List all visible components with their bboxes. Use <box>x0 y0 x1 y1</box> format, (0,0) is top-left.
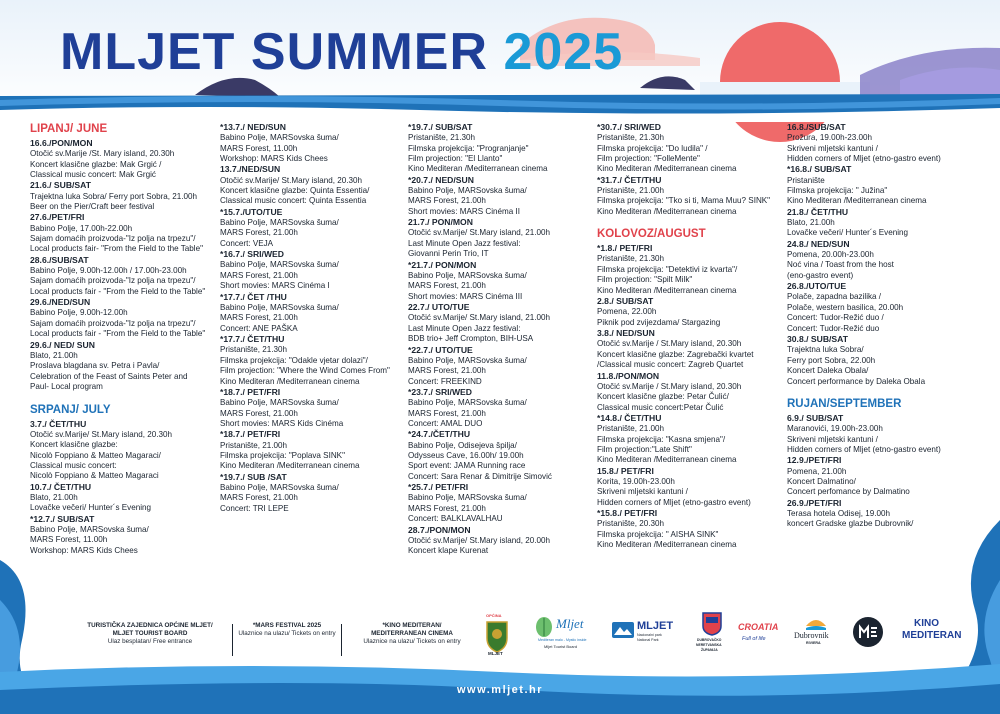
event-detail: Filmska projekcija: "Progranjanje" <box>408 143 529 153</box>
tz-name: Mljet <box>556 616 584 631</box>
np-sub2: National Park <box>637 638 659 642</box>
croatia-sub: Full of life <box>742 636 766 642</box>
event-detail: Short movies: MARS Kids Cinéma <box>220 418 344 428</box>
np-name: MLJET <box>637 620 674 632</box>
event-detail: MARS Forest, 21.00h <box>408 503 486 513</box>
event-date: *16.7./ SRI/WED <box>220 249 284 260</box>
event-date: *16.8./ SUB/SAT <box>787 164 852 175</box>
event-detail: Babino Polje, 9.00h-12.00h <box>30 308 128 318</box>
event-detail: Blato, 21.00h <box>30 350 78 360</box>
event-detail: Pristanište, 20.30h <box>597 519 665 529</box>
event-detail: Otočić sv.Marije /St. Mary island, 20.30h <box>30 149 175 159</box>
title-year: 2025 <box>503 23 624 81</box>
event-item <box>30 482 220 514</box>
event-detail: Filmska projekcija: "Do ludila" / <box>597 143 708 153</box>
event-detail: Babino Polje, MARSovska šuma/ <box>30 524 149 534</box>
event-item <box>408 345 598 387</box>
website-link[interactable]: www.mljet.hr <box>456 684 544 696</box>
event-detail: Prožura, 19.00h-23.00h <box>787 133 873 143</box>
event-item <box>408 429 598 482</box>
event-detail: Filmska projekcija: "Tko si ti, Mama Muu? SINK" <box>597 196 771 206</box>
month-heading: KOLOVOZ/AUGUST <box>597 228 706 241</box>
event-item <box>408 175 598 217</box>
event-detail: BDB trio+ Jeff Crompton, BIH-USA <box>408 334 534 344</box>
event-item <box>787 122 977 164</box>
event-detail: Pomena, 20.00h-23.00h <box>787 250 874 260</box>
event-detail: Babino Polje, MARSovska šuma/ <box>408 270 527 280</box>
event-detail: Koncert klasične glazbe: Zagrebački kvartet <box>597 349 754 359</box>
event-item <box>787 239 977 281</box>
footer-tz-line2: MLJET TOURIST BOARD <box>112 630 188 638</box>
footer-tz-line1: TURISTIČKA ZAJEDNICA OPĆINE MLJET/ <box>87 622 213 629</box>
county-sub1: DUBROVAČKO <box>697 638 722 642</box>
event-detail: Koncert klape Kurenat <box>408 546 489 556</box>
event-detail: Concert: VEJA <box>220 238 274 248</box>
event-date: *19.7./ SUB/SAT <box>408 122 473 132</box>
event-detail: MARS Forest, 21.00h <box>220 228 298 238</box>
event-detail: Korita, 19.00h-23.00h <box>597 476 675 486</box>
event-date: 21.7./ PON/MON <box>408 217 473 228</box>
event-date: *14.8./ ČET/THU <box>597 412 662 423</box>
event-detail: (eno-gastro event) <box>787 270 854 280</box>
event-detail: Koncert klasične glazbe: Quinta Essentia/ <box>220 186 370 196</box>
shield-icon <box>702 612 722 636</box>
tz-sub1: Mediteran malo - Mystic inside <box>538 638 587 642</box>
event-date: 29.6./ NED/ SUN <box>30 339 95 350</box>
event-date: 2.8./ SUB/SAT <box>597 296 654 307</box>
event-detail: Sajam domaćih proizvoda-"Iz polja na trpezu"/ <box>30 234 196 244</box>
month-heading: RUJAN/SEPTEMBER <box>787 397 902 410</box>
event-detail: Concert: ANE PAŠKA <box>220 323 298 333</box>
event-date: 28.7./PON/MON <box>408 524 471 535</box>
event-detail: Lovačke večeri/ Hunter´s Evening <box>787 228 909 238</box>
event-item <box>30 212 220 254</box>
event-item <box>30 138 220 180</box>
event-detail: MARS Forest, 11.00h <box>30 535 108 545</box>
event-detail: Koncert Dalmatino/ <box>787 476 856 486</box>
event-item <box>30 297 220 339</box>
event-detail: Concert: Tudor-Režić duo / <box>787 313 884 323</box>
event-detail: Ferry port Sobra, 22.00h <box>787 355 876 365</box>
event-detail: Babino Polje, MARSovska šuma/ <box>408 398 527 408</box>
event-detail: Koncert klasične glazbe: Mak Grgić / <box>30 159 162 169</box>
event-detail: Kino Mediteran /Mediterranean cinema <box>220 461 360 471</box>
event-detail: Nicolò Foppiano & Matteo Magaraci <box>30 471 159 481</box>
event-date: 27.6./PET/FRI <box>30 212 85 223</box>
title-text: MLJET SUMMER <box>60 23 488 81</box>
event-detail: Babino Polje, MARSovska šuma/ <box>408 186 527 196</box>
event-date: *25.7./ PET/FRI <box>408 482 469 493</box>
event-date: *30.7./ SRI/WED <box>597 122 661 132</box>
event-detail: Skriveni mljetski kantuni / <box>787 434 878 444</box>
event-detail: Babino Polje, MARSovska šuma/ <box>220 133 339 143</box>
event-detail: Paul- Local program <box>30 382 103 392</box>
event-date: 30.8./ SUB/SAT <box>787 334 848 345</box>
event-detail: Piknik pod zvijezdama/ Stargazing <box>597 317 721 327</box>
event-item <box>408 217 598 259</box>
opcina-bottom: MLJET <box>488 651 503 656</box>
month-heading: SRPANJ/ JULY <box>30 403 111 416</box>
event-date: *19.7./ SUB /SAT <box>220 471 287 482</box>
kino-mediteran-logo <box>900 618 970 648</box>
event-detail: Odysseus Cave, 16.00h/ 19.00h <box>408 450 524 460</box>
event-detail: Filmska projekcija: " AISHA SINK" <box>597 529 719 539</box>
event-detail: Last Minute Open Jazz festival: <box>408 238 521 248</box>
schedule-column-4 <box>597 122 787 551</box>
event-detail: Otočić sv.Marije/ St.Mary island, 20.30h <box>220 175 362 185</box>
schedule-column-1 <box>30 122 220 556</box>
event-detail: MARS Forest, 21.00h <box>220 408 298 418</box>
croatia-logo <box>738 620 779 652</box>
event-date: 16.6./PON/MON <box>30 138 93 148</box>
event-date: 3.8./ NED/SUN <box>597 328 655 339</box>
event-detail: Trajektna luka Sobra/ Ferry port Sobra, 21.00h <box>30 191 198 201</box>
event-item <box>597 296 787 328</box>
event-detail: Filmska projekcija: "Poplava SINK" <box>220 450 345 460</box>
event-date: 11.8./PON/MON <box>597 370 660 381</box>
event-date: *18.7./ PET/FRI <box>220 386 281 397</box>
event-detail: Pristanište, 21.00h <box>597 186 665 196</box>
event-detail: Otočić sv.Marije / St.Mary island, 20.30h <box>597 339 742 349</box>
schedule-column-2 <box>220 122 410 514</box>
event-date: 16.8./SUB/SAT <box>787 122 846 132</box>
event-item <box>30 419 220 482</box>
event-detail: MARS Forest, 21.00h <box>220 270 298 280</box>
event-detail: Babino Polje, MARSovska šuma/ <box>220 218 339 228</box>
footer-divider <box>232 624 233 656</box>
event-detail: Film projection: "El Llanto" <box>408 154 503 164</box>
event-date: 6.9./ SUB/SAT <box>787 412 844 423</box>
event-item <box>597 328 787 370</box>
event-date: 15.8./ PET/FRI <box>597 465 654 476</box>
dubrovnik-riviera-logo <box>794 614 838 652</box>
county-sub3: ŽUPANIJA <box>701 648 718 652</box>
event-date: 10.7./ ČET/THU <box>30 481 92 492</box>
kino-line1: KINO <box>914 618 939 629</box>
event-item <box>597 413 787 466</box>
event-item <box>787 164 977 206</box>
event-detail: MARS Forest, 21.00h <box>220 313 298 323</box>
event-detail: Classical music concert: Mak Grgić <box>30 170 156 180</box>
mars-icon <box>852 616 884 648</box>
month-heading: LIPANJ/ JUNE <box>30 123 108 135</box>
event-date: *17.7./ ČET/THU <box>220 334 285 345</box>
national-park-logo <box>612 620 692 650</box>
tourist-board-logo <box>532 614 606 656</box>
event-detail: Film projection: "FolleMente" <box>597 154 700 164</box>
event-detail: Sajam domaćih proizvoda-"Iz polja na trpezu"/ <box>30 276 196 286</box>
event-date: 26.9./PET/FRI <box>787 497 842 508</box>
event-detail: Concert: Tudor-Režić duo <box>787 323 880 333</box>
event-detail: Babino Polje, MARSovska šuma/ <box>220 482 339 492</box>
event-item <box>597 175 787 217</box>
riviera-icon <box>806 614 826 630</box>
event-detail: Otočić sv.Marije/ St.Mary island, 20.30h <box>30 429 172 439</box>
event-detail: Sport event: JAMA Running race <box>408 461 526 471</box>
event-detail: /Classical music concert: Zagreb Quartet <box>597 360 744 370</box>
event-date: *31.7./ ČET/THU <box>597 174 662 185</box>
event-date: 21.8./ ČET/THU <box>787 206 849 217</box>
event-date: 13.7./NED/SUN <box>220 164 281 175</box>
event-detail: Babino Polje, MARSovska šuma/ <box>220 260 339 270</box>
event-detail: Terasa hotela Odisej, 19.00h <box>787 508 891 518</box>
leaf-icon <box>534 616 554 638</box>
event-detail: Koncert Daleka Obala/ <box>787 366 869 376</box>
event-item <box>30 340 220 393</box>
event-detail: MARS Forest, 21.00h <box>408 366 486 376</box>
event-detail: Koncert klasične glazbe: Petar Čulić/ <box>597 392 729 402</box>
event-detail: Filmska projekcija: "Detektivi iz kvarta"/ <box>597 264 738 274</box>
footer-kino-line2: MEDITERRANEAN CINEMA <box>371 630 453 638</box>
event-item <box>220 249 410 291</box>
event-detail: Pristanište, 21.30h <box>220 345 288 355</box>
event-item <box>787 334 977 387</box>
event-detail: Film projection: "Spilt Milk" <box>597 275 693 285</box>
event-date: *12.7./ SUB/SAT <box>30 513 95 524</box>
event-detail: Noć vina / Toast from the host <box>787 260 894 270</box>
event-detail: Pomena, 21.00h <box>787 466 847 476</box>
event-detail: Otočić sv.Marije/ St.Mary island, 21.00h <box>408 228 550 238</box>
event-detail: Skriveni mljetski kantuni / <box>787 143 878 153</box>
event-detail: Workshop: MARS Kids Chees <box>30 545 138 555</box>
event-item <box>30 180 220 212</box>
event-detail: Babino Polje, 9.00h-12.00h / 17.00h-23.00h <box>30 266 187 276</box>
event-detail: Celebration of the Feast of Saints Peter and <box>30 371 188 381</box>
footer-kino-line1: *KINO MEDITERAN/ <box>382 622 442 629</box>
event-date: *20.7./ NED/SUN <box>408 174 474 185</box>
event-detail: Short movies: MARS Cinéma III <box>408 291 523 301</box>
event-detail: Hidden corners of Mljet (etno-gastro event) <box>597 497 751 507</box>
event-detail: Babino Polje, 17.00h-22.00h <box>30 223 133 233</box>
poster-title <box>60 22 623 82</box>
event-detail: Polače, western basilica, 20.00h <box>787 302 904 312</box>
footer-mars <box>234 622 340 638</box>
event-item <box>787 498 977 530</box>
croatia-name: CROATIA <box>738 622 779 632</box>
event-item <box>220 122 410 164</box>
event-detail: Concert perfomance by Dalmatino <box>787 487 910 497</box>
event-detail: Otočić sv.Marije / St.Mary island, 20.30h <box>597 381 742 391</box>
event-item <box>408 387 598 429</box>
event-date: *21.7./ PON/MON <box>408 259 477 270</box>
event-date: *24.7./ČET/THU <box>408 429 471 440</box>
event-detail: Pristanište, 21.00h <box>597 424 665 434</box>
event-date: 26.8./UTO/TUE <box>787 281 847 292</box>
event-detail: MARS Forest, 11.00h <box>220 143 298 153</box>
event-detail: Skriveni mljetski kantuni / <box>597 487 688 497</box>
mars-logo <box>852 616 884 648</box>
event-date: *17.7./ ČET /THU <box>220 291 287 302</box>
opcina-top: OPĆINA <box>486 613 502 618</box>
event-date: *13.7./ NED/SUN <box>220 122 286 132</box>
event-item <box>787 207 977 239</box>
event-item <box>597 466 787 508</box>
event-detail: Proslava blagdana sv. Petra i Pavla/ <box>30 361 160 371</box>
footer-tourist-board <box>70 622 230 647</box>
event-detail: Filmska projekcija: " Južina" <box>787 186 888 196</box>
event-item <box>597 243 787 296</box>
event-detail: Hidden corners of Mljet (etno-gastro event) <box>787 154 941 164</box>
event-item <box>787 281 977 334</box>
event-detail: Concert: AMAL DUO <box>408 418 483 428</box>
event-date: 3.7./ ČET/THU <box>30 418 87 429</box>
event-detail: Sajam domaćih proizvoda-"Iz polja na trpezu"/ <box>30 318 196 328</box>
event-detail: Film projection: "Where the Wind Comes From" <box>220 366 390 376</box>
event-detail: Kino Mediteran /Mediterranean cinema <box>408 164 548 174</box>
schedule-column-5 <box>787 122 977 530</box>
event-item <box>220 472 410 514</box>
event-item <box>220 334 410 387</box>
event-detail: Otočić sv.Marije/ St.Mary island, 20.00h <box>408 535 550 545</box>
event-detail: Pristanište, 21.30h <box>597 254 665 264</box>
event-detail: Workshop: MARS Kids Chees <box>220 154 328 164</box>
event-date: *23.7./ SRI/WED <box>408 386 472 397</box>
event-detail: Last Minute Open Jazz festival: <box>408 323 521 333</box>
event-date: 21.6./ SUB/SAT <box>30 180 91 191</box>
event-detail: Classical music concert: Quinta Essentia <box>220 196 367 206</box>
opcina-mljet-logo <box>480 612 514 656</box>
event-detail: Koncert klasične glazbe: <box>30 440 118 450</box>
event-detail: Babino Polje, MARSovska šuma/ <box>220 398 339 408</box>
event-detail: Hidden corners of Mljet (etno-gastro event) <box>787 444 941 454</box>
event-detail: Concert: Sara Renar & Dimitrije Simović <box>408 471 552 481</box>
event-item <box>220 387 410 429</box>
event-detail: Pristanište, 21.00h <box>220 440 288 450</box>
event-detail: Concert performance by Daleka Obala <box>787 376 926 386</box>
dubrovnik-name: Dubrovnik <box>794 631 829 640</box>
event-item <box>220 292 410 334</box>
event-detail: Pristanište, 21.30h <box>597 133 665 143</box>
event-item <box>597 371 787 413</box>
event-detail: MARS Forest, 21.00h <box>408 281 486 291</box>
event-detail: Kino Mediteran /Mediterranean cinema <box>597 455 737 465</box>
event-detail: Concert: TRI LEPE <box>220 503 289 513</box>
event-detail: Short movies: MARS Cinéma I <box>220 281 330 291</box>
event-detail: Babino Polje, MARSovska šuma/ <box>408 493 527 503</box>
event-item <box>408 525 598 557</box>
tz-sub2: Mljet Tourist Board <box>544 644 578 649</box>
event-detail: Maranovići, 19.00h-23.00h <box>787 424 883 434</box>
footer-mars-line2: Ulaznice na ulazu/ Tickets on entry <box>238 630 336 638</box>
event-detail: Babino Polje, MARSovska šuma/ <box>408 355 527 365</box>
event-date: 29.6./NED/SUN <box>30 297 91 308</box>
event-detail: Kino Mediteran /Mediterranean cinema <box>597 285 737 295</box>
event-date: 28.6./SUB/SAT <box>30 254 89 265</box>
dubrovnik-sub: RIVIERA <box>806 641 821 645</box>
event-detail: MARS Forest, 21.00h <box>220 493 298 503</box>
event-item <box>408 260 598 302</box>
event-item <box>408 482 598 524</box>
event-detail: Kino Mediteran /Mediterranean cinema <box>597 164 737 174</box>
mountain-icon <box>612 622 634 638</box>
event-detail: Local products fair - "From the Field to the Table" <box>30 329 206 339</box>
footer-mars-line1: *MARS FESTIVAL 2025 <box>252 622 322 629</box>
event-detail: Pristanište <box>787 175 825 185</box>
np-sub1: Nacionalni park <box>637 633 662 637</box>
kino-line2: MEDITERAN <box>902 630 962 641</box>
footer-divider <box>341 624 342 656</box>
event-detail: Otočić sv.Marije/ St.Mary island, 21.00h <box>408 313 550 323</box>
event-date: *15.8./ PET/FRI <box>597 508 658 519</box>
event-detail: Nicolò Foppiano & Matteo Magaraci/ <box>30 450 161 460</box>
event-item <box>220 164 410 206</box>
event-detail: MARS Forest, 21.00h <box>408 196 486 206</box>
event-detail: Kino Mediteran /Mediterranean cinema <box>597 206 737 216</box>
event-item <box>787 413 977 455</box>
event-date: *18.7./ PET/FRI <box>220 429 281 440</box>
event-detail: Concert: FREEKIND <box>408 376 482 386</box>
event-detail: Classical music concert:Petar Čulić <box>597 402 724 412</box>
event-detail: Short movies: MARS Cinéma II <box>408 206 520 216</box>
event-detail: Local products fair - "From the Field to the Table" <box>30 286 206 296</box>
event-detail: Blato, 21.00h <box>787 218 835 228</box>
footer-kino <box>346 622 478 647</box>
event-item <box>30 255 220 297</box>
event-detail: koncert Gradske glazbe Dubrovnik/ <box>787 519 914 529</box>
event-detail: Kino Mediteran /Mediterranean cinema <box>787 196 927 206</box>
event-detail: Film projection:"Late Shift" <box>597 444 692 454</box>
event-item <box>220 429 410 471</box>
event-detail: Concert: BALKLAVALHAU <box>408 514 503 524</box>
event-date: 22.7./ UTO/TUE <box>408 302 470 313</box>
event-detail: Pomena, 22.00h <box>597 307 657 317</box>
event-detail: Filmska projekcija: "Odakle vjetar dolazi"/ <box>220 355 368 365</box>
event-detail: Beer on the Pier/Craft beer festival <box>30 202 155 212</box>
footer-kino-line3: Ulaznice na ulazu/ Tickets on entry <box>363 638 461 646</box>
event-detail: Lovačke večeri/ Hunter´s Evening <box>30 503 152 513</box>
county-sub2: NERETVANSKA <box>696 643 722 647</box>
event-detail: Giovanni Perin Trio, IT <box>408 249 489 259</box>
event-detail: Babino Polje, MARSovska šuma/ <box>220 302 339 312</box>
event-detail: MARS Forest, 21.00h <box>408 408 486 418</box>
event-item <box>220 207 410 249</box>
county-logo <box>695 612 729 658</box>
event-date: 24.8./ NED/SUN <box>787 238 850 249</box>
event-item <box>30 514 220 556</box>
event-item <box>597 508 787 550</box>
event-date: *15.7./UTO/TUE <box>220 206 283 217</box>
event-detail: Trajektna luka Sobra/ <box>787 345 864 355</box>
event-detail: Filmska projekcija: "Kasna smjena"/ <box>597 434 726 444</box>
event-detail: Classical music concert: <box>30 460 117 470</box>
event-detail: Pristanište, 21.30h <box>408 133 476 143</box>
coat-of-arms-icon <box>480 612 514 656</box>
event-item <box>787 455 977 497</box>
schedule-column-3 <box>408 122 598 557</box>
event-item <box>597 122 787 175</box>
event-date: 12.9./PET/FRI <box>787 455 842 466</box>
event-detail: Babino Polje, Odisejeva špilja/ <box>408 440 517 450</box>
event-date: *1.8./ PET/FRI <box>597 243 653 254</box>
event-detail: Kino Mediteran /Mediterranean cinema <box>220 376 360 386</box>
event-item <box>408 122 598 175</box>
event-date: *22.7./ UTO/TUE <box>408 344 473 355</box>
event-item <box>408 302 598 344</box>
event-detail: Polače, zapadna bazilika / <box>787 292 882 302</box>
event-detail: Kino Mediteran /Mediterranean cinema <box>597 540 737 550</box>
event-detail: Local products fair- "From the Field to the Table" <box>30 244 203 254</box>
footer-tz-line3: Ulaz besplatan/ Free entrance <box>107 638 193 646</box>
event-detail: Blato, 21.00h <box>30 492 78 502</box>
